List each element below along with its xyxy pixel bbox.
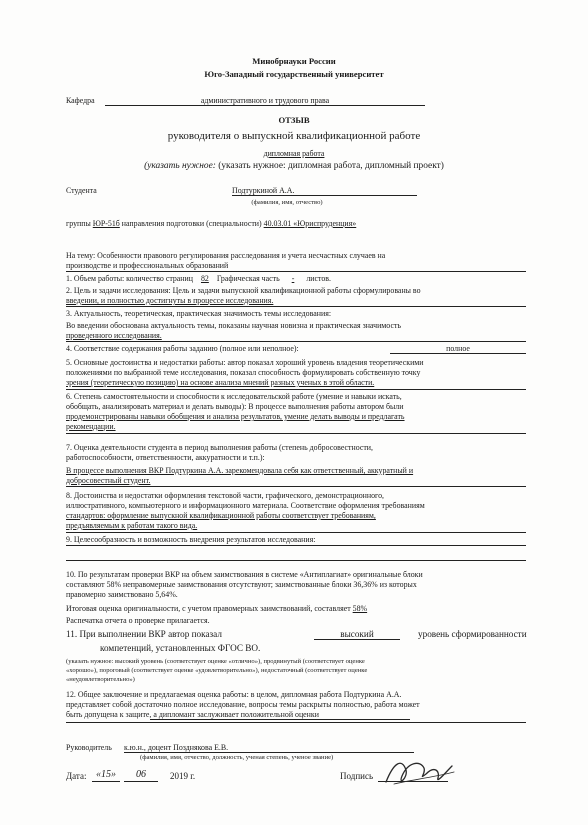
item-6-line-1: 6. Степень самостоятельности и способности к исследовательской работе (умение и навыки искать, (66, 392, 402, 401)
department-label: Кафедра (66, 96, 95, 105)
supervisor-caption: (фамилия, имя, отчество, должность, ученая степень, ученое звание) (140, 754, 334, 761)
item-7-line-3: В процессе выполнения ВКР Подтуркина А.А. зарекомендовала себя как ответственный, аккуратный и (66, 466, 414, 475)
item-3-line-2: Во введении обоснована актуальность темы, показаны научная новизна и практическая значимость (66, 321, 401, 330)
item-6-line-2: обобщать, анализировать материал и делать выводы): В процессе выполнения работы автором были (66, 402, 404, 411)
divider (66, 560, 526, 561)
item-5-line-3: зрения (теоретическую позицию) на основе анализа мнений разных ученых в этой области. (66, 378, 375, 387)
item-11-note-1: (указать нужное: высокий уровень (соответствует оценке «отлично»), продвинутый (соответствует оценке (66, 658, 365, 665)
originality-value: 58% (352, 604, 368, 613)
item-12-line-3: быть допущена к защите, а дипломант заслуживает положительной оценки (66, 710, 319, 719)
divider (66, 722, 526, 723)
underline-rule (150, 719, 410, 720)
work-type: дипломная работа (263, 149, 325, 158)
ministry-name: Минобрнауки России (252, 56, 336, 66)
item-6-line-4: рекомендации. (66, 422, 116, 431)
divider (66, 389, 526, 390)
item-8-line-4: предъявляемым к работам такого вида. (66, 521, 198, 530)
item-11-note-2: «хорошо»), пороговый (соответствует оценке «удовлетворительно»), недостаточный (соответствует оценке (66, 667, 368, 674)
university-name: Юго-Западный государственный университет (204, 69, 384, 79)
item-4: 4. Соответствие содержания работы заданию (полное или неполное): (66, 344, 299, 353)
item-10-line-2: составляют 58% неправомерные заимствования отсутствуют; заимствованные блоки 36,36% из которых (66, 580, 417, 589)
divider (66, 341, 526, 342)
signature-label: Подпись (340, 771, 374, 781)
item-12-line-2: представляет собой достаточно полное исследование, вопросы темы раскрыты полностью, работа может (66, 700, 420, 709)
date-year: 2019 г. (170, 771, 196, 781)
divider (66, 545, 526, 546)
student-caption: (фамилия, имя, отчество) (251, 199, 323, 206)
item-9: 9. Целесообразность и возможность внедрения результатов исследования: (66, 535, 316, 544)
date-day: «15» (92, 769, 120, 782)
item-8-line-3: стандартов: оформление выпускной квалификационной работы соответствует требованиям, (66, 511, 376, 520)
item-8-line-2: иллюстративного, компьютерного и информационного материала. Соответствие оформления требованиям (66, 501, 425, 510)
divider (66, 486, 526, 487)
divider (66, 271, 526, 272)
item-5-line-1: 5. Основные достоинства и недостатки работы: автор показал хороший уровень владения теоретическими (66, 358, 424, 367)
review-title: ОТЗЫВ (278, 115, 310, 125)
item-12-line-1: 12. Общее заключение и предлагаемая оценка работы: в целом, дипломная работа Подтуркина А.А. (66, 690, 402, 699)
item-10-line-4: Итоговая оценка оригинальности, с учетом правомерных заимствований, составляет 58% (66, 604, 368, 613)
item-11-suffix: уровень сформированности (418, 629, 527, 639)
student-name: Подтуркиной А.А. (232, 186, 417, 196)
item-6-line-3: продемонстрированы навыки обобщения и анализа результатов, умение делать выводы и предлагать (66, 412, 405, 421)
divider (66, 306, 526, 307)
work-type-hint: (указать нужное: (указать нужное: дипломная работа, дипломный проект) (144, 161, 444, 171)
student-label: Студента (66, 186, 97, 195)
item-11-note-3: «неудовлетворительно») (66, 676, 135, 683)
item-11-value: высокий (314, 629, 400, 640)
item-8-line-1: 8. Достоинства и недостатки оформления текстовой части, графического, демонстрационного, (66, 491, 384, 500)
group-line: группы ЮР-51б направления подготовки (специальности) 40.03.01 «Юриспруденция» (66, 219, 357, 228)
item-2-line-2: введении, и полностью достигнуты в процессе исследования. (66, 296, 274, 305)
date-month: 06 (124, 769, 158, 782)
supervisor-label: Руководитель (66, 743, 112, 752)
item-3-line-3: проведенного исследования. (66, 331, 162, 340)
item-7-line-1: 7. Оценка деятельности студента в период выполнения работы (степень добросовестности, (66, 443, 373, 452)
specialty-value: 40.03.01 «Юриспруденция» (263, 219, 357, 228)
date-label: Дата: (66, 771, 87, 781)
item-7-line-2: работоспособности, ответственности, аккуратности и т.п.): (66, 453, 265, 462)
item-7-line-4: добросовестный студент. (66, 476, 151, 485)
item-4-value: полное (390, 344, 526, 354)
item-10-line-3: правомерно заимствовано 5,64%. (66, 590, 178, 599)
department-value: административного и трудового права (105, 96, 425, 106)
item-10-line-1: 10. По результатам проверки ВКР на объем заимствования в системе «Антиплагиат» оригинальные блоки (66, 570, 423, 579)
item-3-line-1: 3. Актуальность, теоретическая, практическая значимость темы исследования: (66, 309, 332, 318)
item-2-line-1: 2. Цель и задачи исследования: Цель и задачи выпускной квалификационной работы сформулированы во (66, 286, 421, 295)
topic-line-2: производстве и профессиональных образований (66, 261, 229, 270)
item-11-line-1: 11. При выполнении ВКР автор показал (66, 629, 222, 639)
topic-line-1: На тему: Особенности правового регулирования расследования и учета несчастных случаев на (66, 251, 386, 260)
review-subtitle: руководителя о выпускной квалификационной работе (167, 130, 421, 142)
divider (66, 433, 526, 434)
divider (66, 532, 526, 533)
group-value: ЮР-51б (92, 219, 120, 228)
item-1: 1. Объем работы: количество страниц 82 Графическая часть - листов. (66, 274, 331, 283)
supervisor-value: к.ю.н., доцент Позднякова Е.В. (124, 743, 414, 753)
item-5-line-2: положениями по выбранной теме исследования, показал способность формулировать собственную точку (66, 368, 421, 377)
item-10-line-5: Распечатка отчета о проверке прилагается. (66, 616, 210, 625)
item-11-line-2: компетенций, установленных ФГОС ВО. (100, 643, 261, 653)
